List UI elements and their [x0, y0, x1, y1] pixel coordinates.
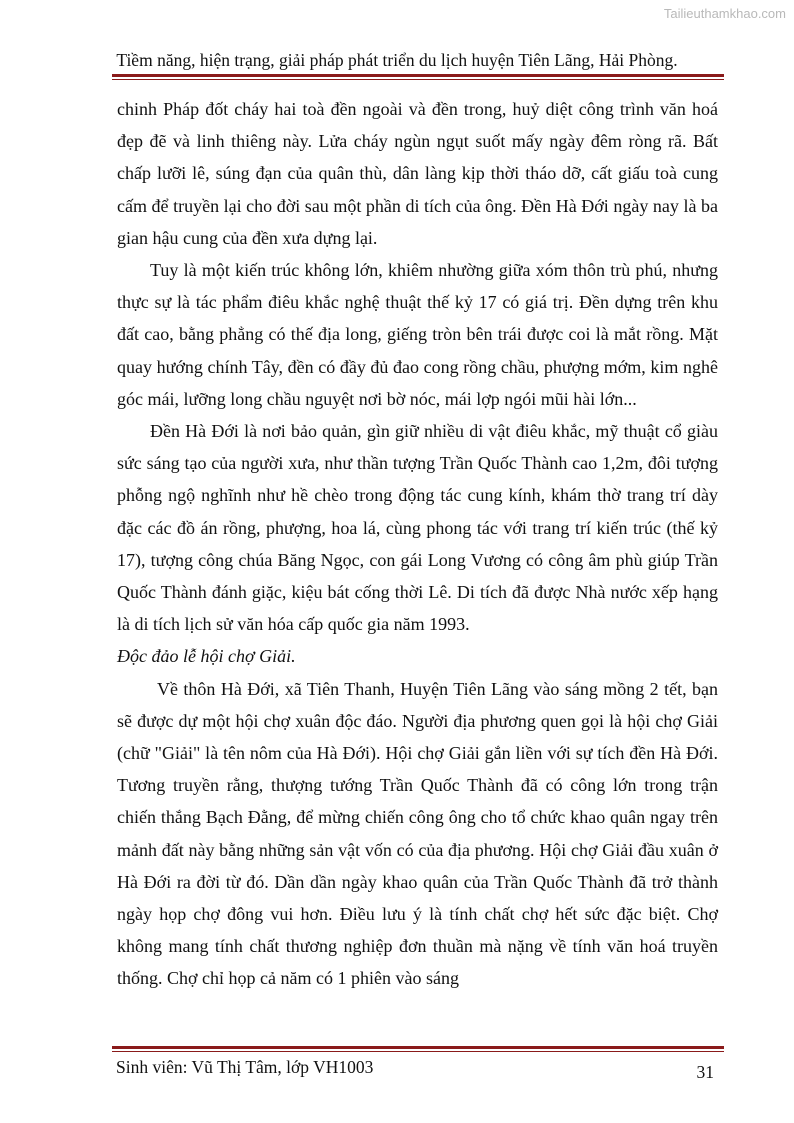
header-divider — [112, 74, 724, 80]
paragraph: chinh Pháp đốt cháy hai toà đền ngoài và đền trong, huỷ diệt công trình văn hoá đẹp đẽ và linh thiêng này. Lửa cháy ngùn ngụt suốt mấy ngày đêm ròng rã. Bất chấp lưỡi lê, súng đạn của quân thù, dân làng kịp thời tháo dỡ, cất giấu toà cung cấm để truyền lại cho đời sau một phần di tích của ông. Đền Hà Đới ngày nay là ba gian hậu cung của đền xưa dựng lại. — [117, 99, 718, 248]
footer-divider — [112, 1046, 724, 1052]
page-number: 31 — [696, 1062, 714, 1082]
footer-student: Sinh viên: Vũ Thị Tâm, lớp VH1003 — [116, 1057, 374, 1077]
document-body — [117, 93, 718, 995]
section-heading: Độc đảo lễ hội chợ Giải. — [117, 646, 296, 667]
watermark: Tailieuthamkhao.com — [663, 6, 786, 21]
paragraph: Đền Hà Đới là nơi bảo quản, gìn giữ nhiều di vật điêu khắc, mỹ thuật cổ giàu sức sáng tạo của người xưa, như thần tượng Trần Quốc Thành cao 1,2m, đôi tượng phỗng ngộ nghĩnh như hề chèo trong động tác cung kính, khám thờ trang trí dày đặc các đồ án rồng, phượng, hoa lá, cùng phong tác với trang trí kiến trúc (thế kỷ 17), tượng công chúa Băng Ngọc, con gái Long Vương có công âm phù giúp Trần Quốc Thành đánh giặc, kiệu bát cống thời Lê. Di tích đã được Nhà nước xếp hạng là di tích lịch sử văn hóa cấp quốc gia năm 1993. — [117, 421, 718, 635]
paragraph: Về thôn Hà Đới, xã Tiên Thanh, Huyện Tiên Lãng vào sáng mồng 2 tết, bạn sẽ được dự một hội chợ xuân độc đáo. Người địa phương quen gọi là hội chợ Giải (chữ "Giải" là tên nôm của Hà Đới). Hội chợ Giải gắn liền với sự tích đền Hà Đới. Tương truyền rằng, thượng tướng Trần Quốc Thành đã có công lớn trong trận chiến thắng Bạch Đằng, để mừng chiến công ông cho tổ chức khao quân ngay trên mảnh đất này bằng những sản vật vốn có của địa phương. Hội chợ Giải đầu xuân ở Hà Đới ra đời từ đó. Dần dần ngày khao quân của Trần Quốc Thành đã trở thành ngày họp chợ đông vui hơn. Điều lưu ý là tính chất chợ hết sức đặc biệt. Chợ không mang tính chất thương nghiệp đơn thuần mà nặng về tính văn hoá truyền thống. Chợ chỉ họp cả năm có 1 phiên vào sáng — [117, 678, 718, 989]
paragraph: Tuy là một kiến trúc không lớn, khiêm nhường giữa xóm thôn trù phú, nhưng thực sự là tác phẩm điêu khắc nghệ thuật thế kỷ 17 có giá trị. Đền dựng trên khu đất cao, bằng phẳng có thế địa long, giếng tròn bên trái được coi là mắt rồng. Mặt quay hướng chính Tây, đền có đầy đủ đao cong rồng chầu, phượng mớm, kim nghê góc mái, lưỡng long chầu nguyệt nơi bờ nóc, mái lợp ngói mũi hài lớn... — [117, 260, 718, 409]
page-header-title: Tiềm năng, hiện trạng, giải pháp phát triển du lịch huyện Tiên Lãng, Hải Phòng. — [116, 50, 678, 70]
